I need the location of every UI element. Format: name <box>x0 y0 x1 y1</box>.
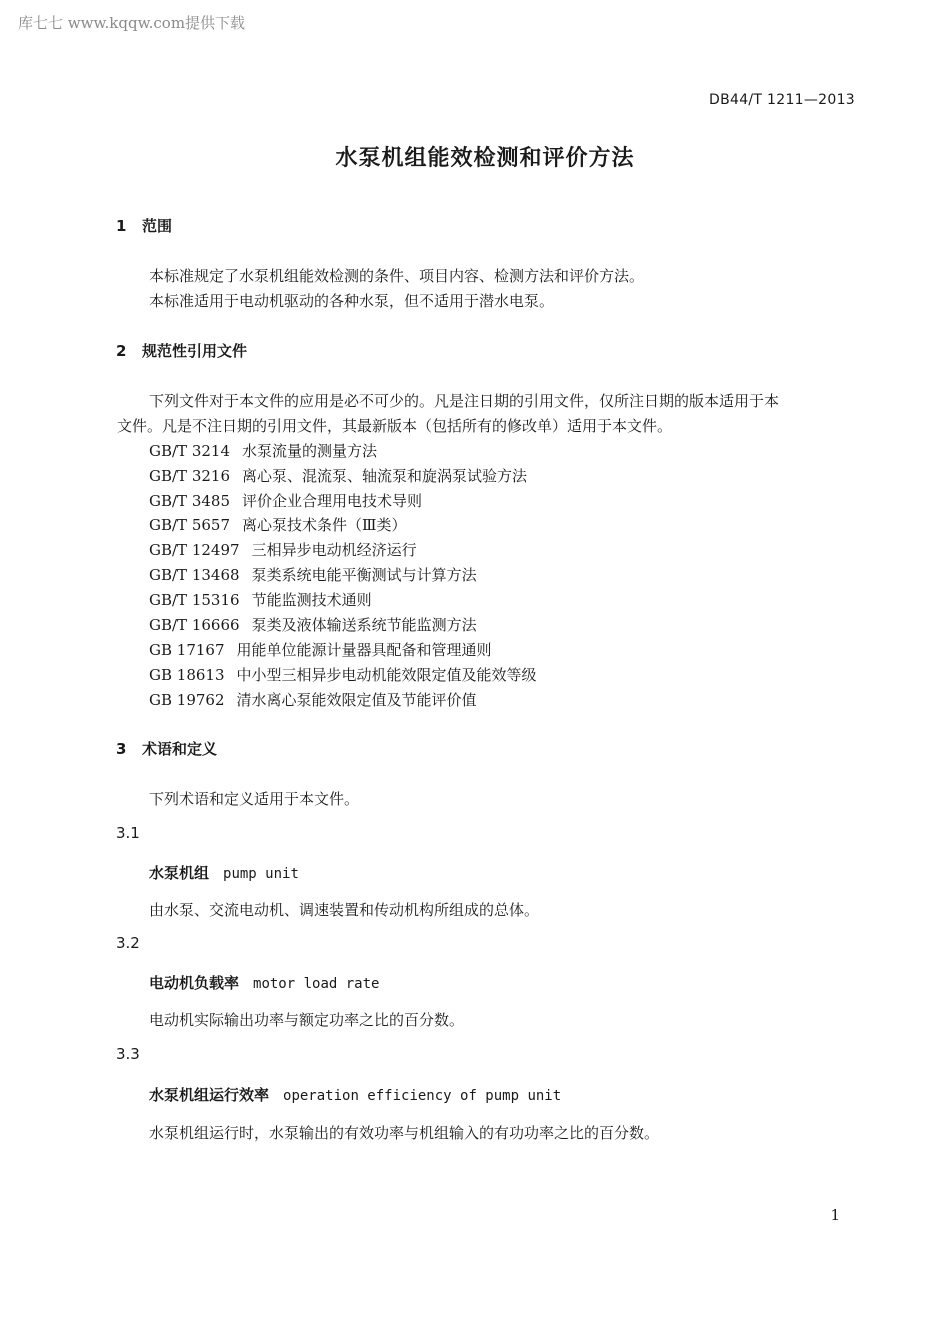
section-title: 范围 <box>142 217 173 235</box>
term-name-zh: 水泵机组 <box>149 864 210 882</box>
section-title: 规范性引用文件 <box>142 342 248 360</box>
reference-code: GB/T 15316 <box>149 591 240 609</box>
reference-code: GB/T 3485 <box>149 492 231 510</box>
scope-paragraph-1: 本标准规定了水泵机组能效检测的条件、项目内容、检测方法和评价方法。 <box>149 267 645 285</box>
term-definition: 由水泵、交流电动机、调速装置和传动机构所组成的总体。 <box>149 901 540 919</box>
term-name <box>149 1084 561 1105</box>
reference-code: GB/T 13468 <box>149 566 240 584</box>
section-number: 1 <box>116 217 127 235</box>
reference-item <box>149 465 527 486</box>
watermark-text: 库七七 www.kqqw.com提供下载 <box>18 14 246 32</box>
reference-code: GB/T 3214 <box>149 442 231 460</box>
section-title: 术语和定义 <box>142 740 218 758</box>
reference-title: 清水离心泵能效限定值及节能评价值 <box>236 691 477 709</box>
reference-title: 评价企业合理用电技术导则 <box>242 492 423 510</box>
reference-code: GB/T 12497 <box>149 541 240 559</box>
page-number: 1 <box>830 1206 840 1224</box>
reference-code: GB 19762 <box>149 691 225 709</box>
section-2-heading <box>116 340 247 361</box>
reference-title: 离心泵技术条件（Ⅲ类） <box>242 516 407 534</box>
scope-paragraph-2: 本标准适用于电动机驱动的各种水泵，但不适用于潜水电泵。 <box>149 292 555 310</box>
reference-item <box>149 664 537 685</box>
term-name <box>149 972 379 993</box>
term-name-zh: 水泵机组运行效率 <box>149 1086 270 1104</box>
reference-item <box>149 564 477 585</box>
reference-code: GB 17167 <box>149 641 225 659</box>
reference-item <box>149 689 477 710</box>
reference-code: GB 18613 <box>149 666 225 684</box>
reference-item <box>149 639 492 660</box>
reference-item <box>149 514 406 535</box>
terms-intro: 下列术语和定义适用于本文件。 <box>149 790 360 808</box>
reference-code: GB/T 16666 <box>149 616 240 634</box>
reference-title: 节能监测技术通则 <box>251 591 372 609</box>
term-number: 3.2 <box>116 934 140 952</box>
reference-code: GB/T 3216 <box>149 467 231 485</box>
section-number: 2 <box>116 342 127 360</box>
reference-title: 三相异步电动机经济运行 <box>251 541 417 559</box>
section-1-heading <box>116 215 172 236</box>
section-3-heading <box>116 738 217 759</box>
term-number: 3.1 <box>116 824 140 842</box>
term-definition: 水泵机组运行时，水泵输出的有效功率与机组输入的有功功率之比的百分数。 <box>149 1124 660 1142</box>
reference-title: 泵类及液体输送系统节能监测方法 <box>251 616 477 634</box>
term-name-en: motor load rate <box>253 976 380 992</box>
term-name <box>149 862 299 883</box>
reference-item <box>149 539 417 560</box>
refs-intro-line-2: 文件。凡是不注日期的引用文件，其最新版本（包括所有的修改单）适用于本文件。 <box>117 417 673 435</box>
reference-title: 水泵流量的测量方法 <box>242 442 378 460</box>
section-number: 3 <box>116 740 127 758</box>
reference-code: GB/T 5657 <box>149 516 231 534</box>
term-name-zh: 电动机负载率 <box>149 974 240 992</box>
term-name-en: operation efficiency of pump unit <box>283 1088 562 1104</box>
document-code: DB44/T 1211—2013 <box>709 92 855 108</box>
term-name-en: pump unit <box>223 866 299 882</box>
reference-title: 用能单位能源计量器具配备和管理通则 <box>236 641 492 659</box>
reference-item <box>149 490 422 511</box>
reference-title: 泵类系统电能平衡测试与计算方法 <box>251 566 477 584</box>
reference-item <box>149 614 477 635</box>
refs-intro-line-1: 下列文件对于本文件的应用是必不可少的。凡是注日期的引用文件，仅所注日期的版本适用于本 <box>149 392 780 410</box>
reference-title: 离心泵、混流泵、轴流泵和旋涡泵试验方法 <box>242 467 528 485</box>
reference-item <box>149 589 372 610</box>
reference-item <box>149 440 377 461</box>
term-definition: 电动机实际输出功率与额定功率之比的百分数。 <box>149 1011 465 1029</box>
term-number: 3.3 <box>116 1045 140 1063</box>
reference-title: 中小型三相异步电动机能效限定值及能效等级 <box>236 666 537 684</box>
document-title: 水泵机组能效检测和评价方法 <box>335 146 635 171</box>
